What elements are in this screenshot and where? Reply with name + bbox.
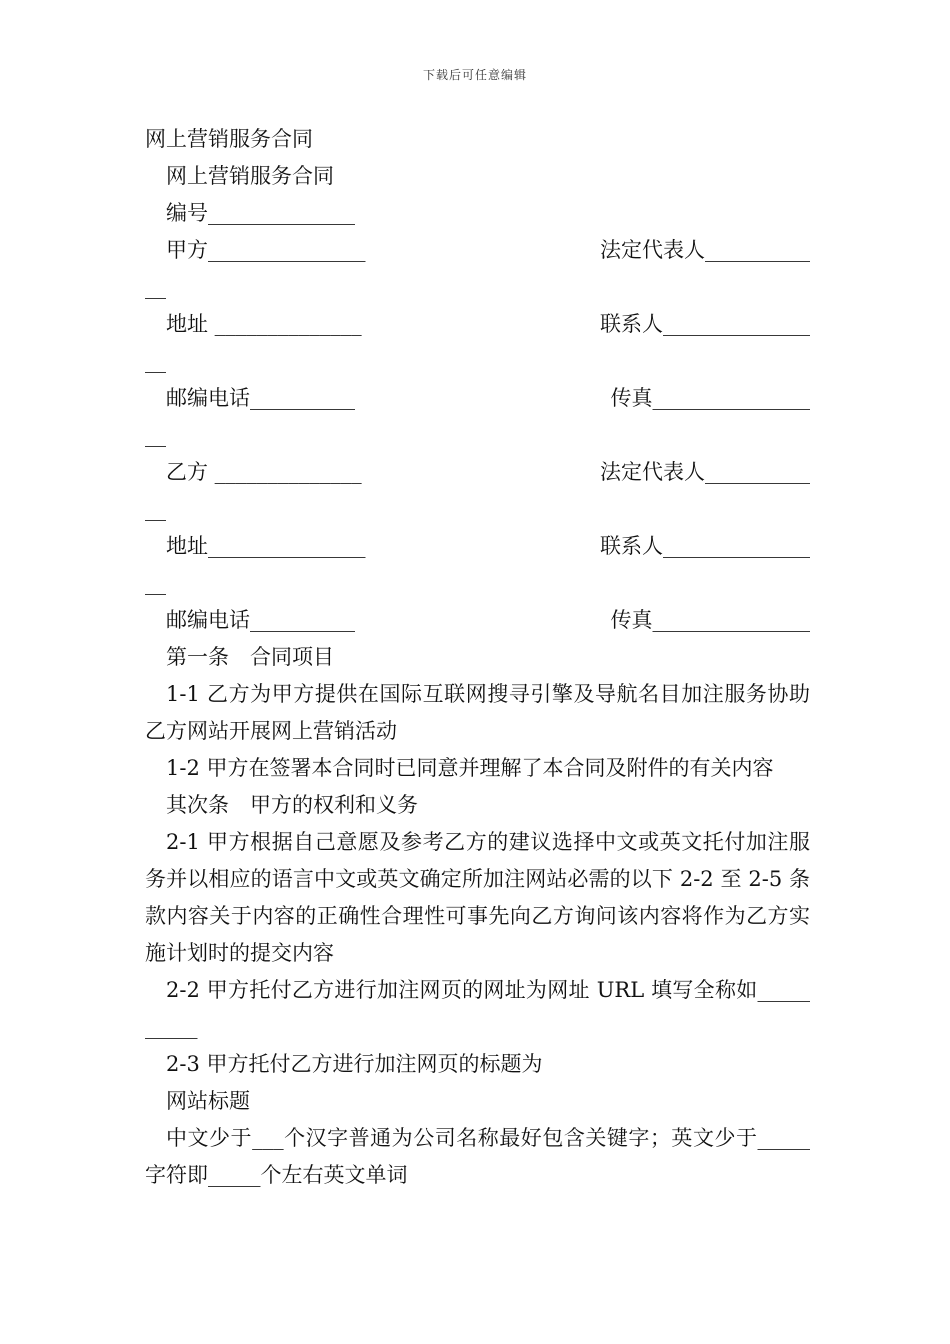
party-a-zip-row xyxy=(145,380,810,417)
page-header: 下载后可任意编辑 xyxy=(422,68,527,82)
party-a-name-field: 甲方_______________ xyxy=(166,238,366,262)
party-a-contact-continuation: __ xyxy=(145,349,166,373)
party-b-rep-field: 法定代表人__________ xyxy=(600,460,810,484)
document-body xyxy=(145,121,810,1194)
party-b-contact-field: 联系人______________ xyxy=(600,534,810,558)
party-a-rep-continuation: __ xyxy=(145,275,166,299)
party-b-fax-field: 传真_______________ xyxy=(610,608,810,632)
party-a-fax-field: 传真_______________ xyxy=(610,386,810,410)
clause-2-2: 2-2 甲方托付乙方进行加注网页的网址为网址 URL 填写全称如__________ xyxy=(145,978,810,1039)
party-a-zip-phone-field: 邮编电话__________ xyxy=(166,386,355,410)
title-length-requirement: 中文少于___个汉字普通为公司名称最好包含关键字；英文少于_____ 字符即_____个左右英文单词 xyxy=(145,1126,810,1187)
party-a-row xyxy=(145,232,810,269)
clause-2-1: 2-1 甲方根据自己意愿及参考乙方的建议选择中文或英文托付加注服务并以相应的语言中文或英文确定所加注网站必需的以下 2-2 至 2-5 条款内容关于内容的正确性合理性可事先向乙方询问该内容将作为乙方实施计划时的提交内容 xyxy=(145,830,810,965)
clause-1-1: 1-1 乙方为甲方提供在国际互联网搜寻引擎及导航名目加注服务协助乙方网站开展网上营销活动 xyxy=(145,682,810,743)
party-a-contact-field: 联系人______________ xyxy=(600,312,810,336)
article-1-heading: 第一条 合同项目 xyxy=(166,645,334,669)
clause-1-2: 1-2 甲方在签署本合同时已同意并理解了本合同及附件的有关内容 xyxy=(166,756,774,780)
party-b-address-field: 地址_______________ xyxy=(166,534,366,558)
party-b-name-field: 乙方 ______________ xyxy=(166,460,362,484)
party-a-fax-continuation: __ xyxy=(145,423,166,447)
party-b-address-row xyxy=(145,528,810,565)
party-a-address-field: 地址 ______________ xyxy=(166,312,362,336)
party-b-rep-continuation: __ xyxy=(145,497,166,521)
contract-number-field: 编号______________ xyxy=(166,201,355,225)
party-a-rep-field: 法定代表人__________ xyxy=(600,238,810,262)
clause-2-3: 2-3 甲方托付乙方进行加注网页的标题为 xyxy=(166,1052,543,1076)
party-a-address-row xyxy=(145,306,810,343)
document-title: 网上营销服务合同 xyxy=(145,127,313,151)
site-title-label: 网站标题 xyxy=(166,1089,250,1113)
party-b-zip-row xyxy=(145,602,810,639)
party-b-contact-continuation: __ xyxy=(145,571,166,595)
party-b-zip-phone-field: 邮编电话__________ xyxy=(166,608,355,632)
article-2-heading: 其次条 甲方的权利和义务 xyxy=(166,793,418,817)
party-b-row xyxy=(145,454,810,491)
contract-subtitle: 网上营销服务合同 xyxy=(166,164,334,188)
